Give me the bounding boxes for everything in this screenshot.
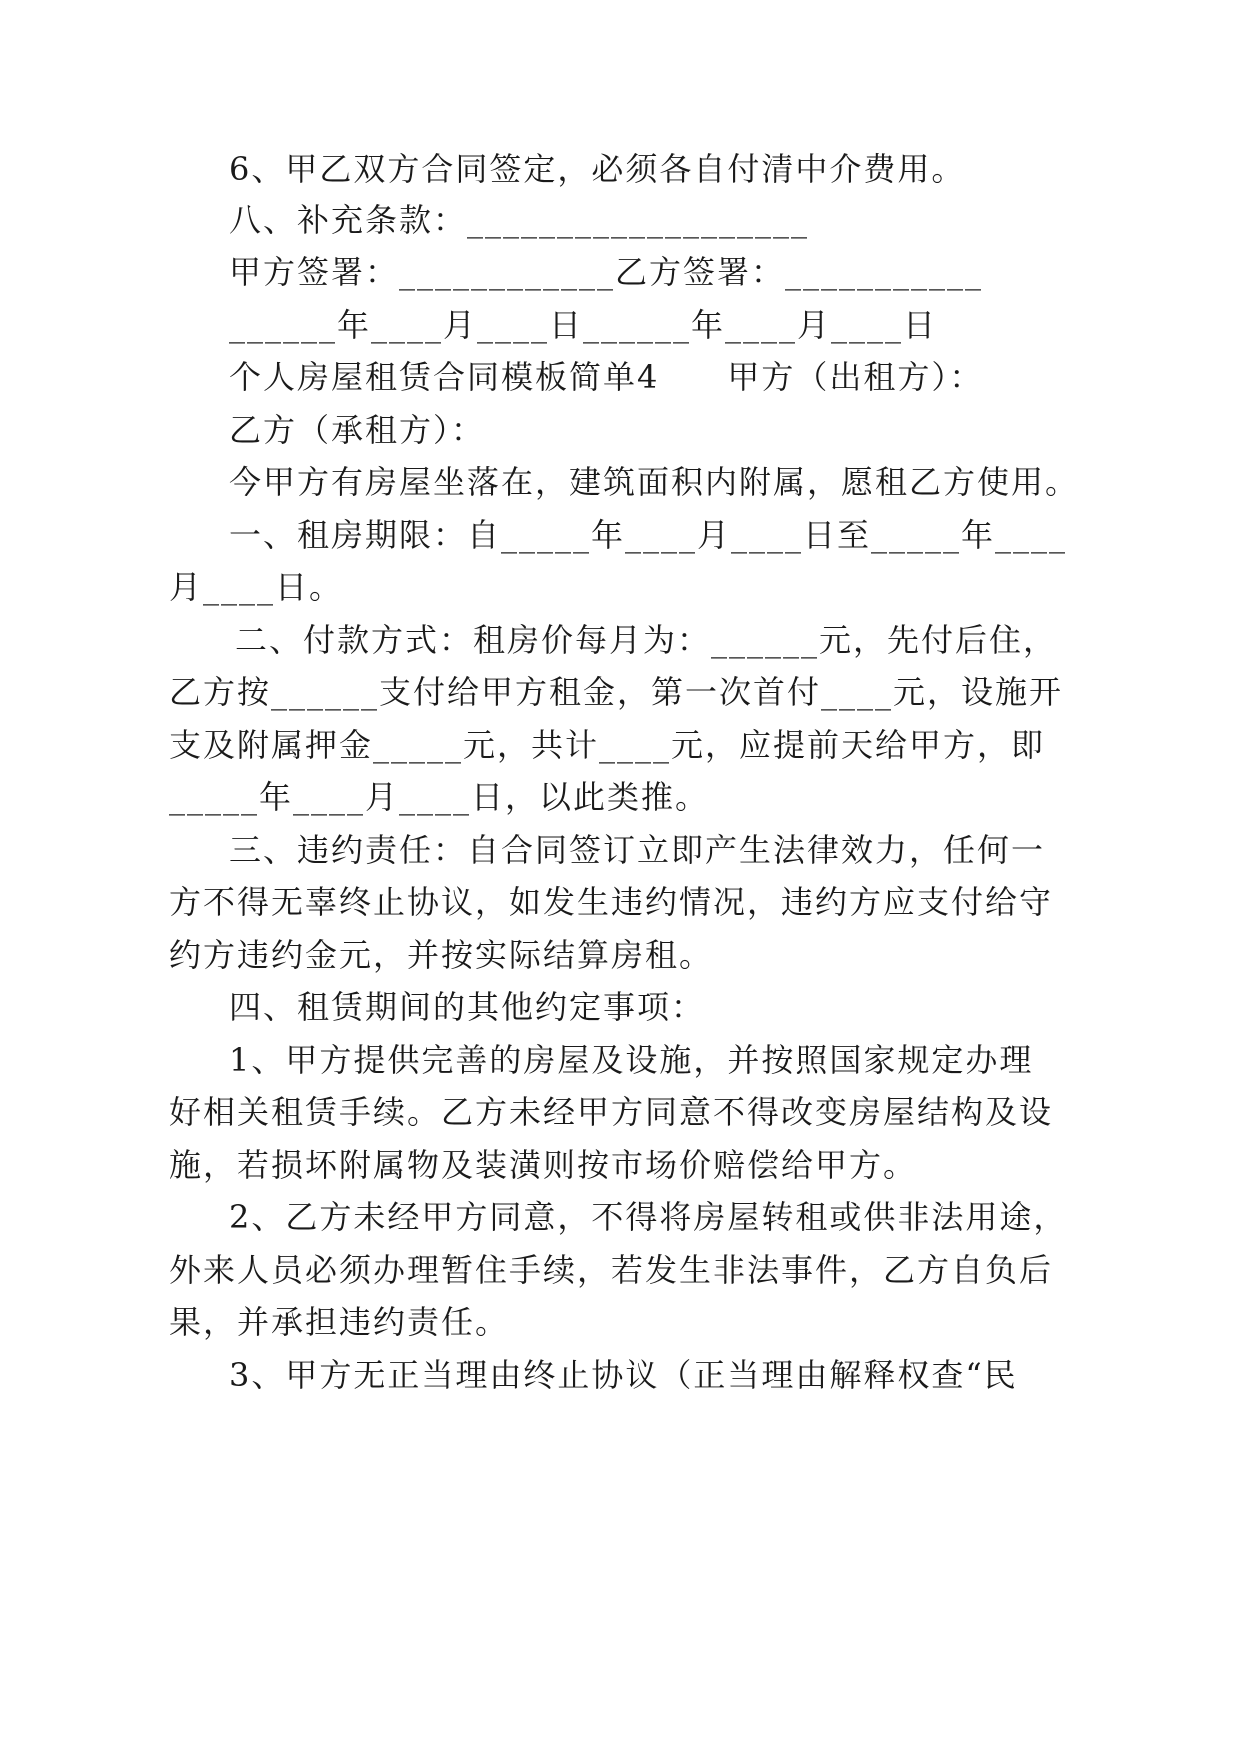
text-line: 支及附属押金_____元，共计____元，应提前天给甲方，即 — [169, 726, 1046, 764]
text-line: 月____日。 — [169, 568, 344, 606]
text-line: 果，并承担违约责任。 — [169, 1303, 510, 1341]
text-line: 三、违约责任：自合同签订立即产生法律效力，任何一 — [229, 831, 1046, 869]
text-line: 四、租赁期间的其他约定事项： — [229, 988, 706, 1026]
text-line: 外来人员必须办理暂住手续，若发生非法事件，乙方自负后 — [169, 1251, 1054, 1289]
text-line: 约方违约金元，并按实际结算房租。 — [169, 936, 714, 974]
text-line: _____年____月____日，以此类推。 — [169, 778, 710, 816]
text-line: 个人房屋租赁合同模板简单4 甲方（出租方）： — [229, 358, 984, 396]
text-line: 方不得无辜终止协议，如发生违约情况，违约方应支付给守 — [169, 883, 1054, 921]
text-line: 乙方按______支付给甲方租金，第一次首付____元，设施开 — [169, 673, 1064, 711]
text-line: 甲方签署：____________乙方签署：___________ — [229, 253, 984, 291]
text-line: 一、租房期限：自_____年____月____日至_____年____ — [229, 516, 1068, 554]
text-line: 6、甲乙双方合同签定，必须各自付清中介费用。 — [229, 150, 966, 188]
text-line: ______年____月____日______年____月____日 — [229, 306, 938, 344]
text-line: 3、甲方无正当理由终止协议（正当理由解释权查“民 — [229, 1356, 1018, 1394]
text-line: 好相关租赁手续。乙方未经甲方同意不得改变房屋结构及设 — [169, 1093, 1054, 1131]
text-line: 今甲方有房屋坐落在，建筑面积内附属，愿租乙方使用。 — [229, 463, 1080, 501]
text-line: 施，若损坏附属物及装潢则按市场价赔偿给甲方。 — [169, 1146, 918, 1184]
text-line: 乙方（承租方）： — [229, 411, 486, 449]
text-line: 2、乙方未经甲方同意，不得将房屋转租或供非法用途， — [229, 1198, 1068, 1236]
text-line: 1、甲方提供完善的房屋及设施，并按照国家规定办理 — [229, 1041, 1034, 1079]
text-line: 二、付款方式：租房价每月为：______元，先付后住， — [235, 621, 1058, 659]
text-line: 八、补充条款：___________________ — [229, 201, 810, 239]
